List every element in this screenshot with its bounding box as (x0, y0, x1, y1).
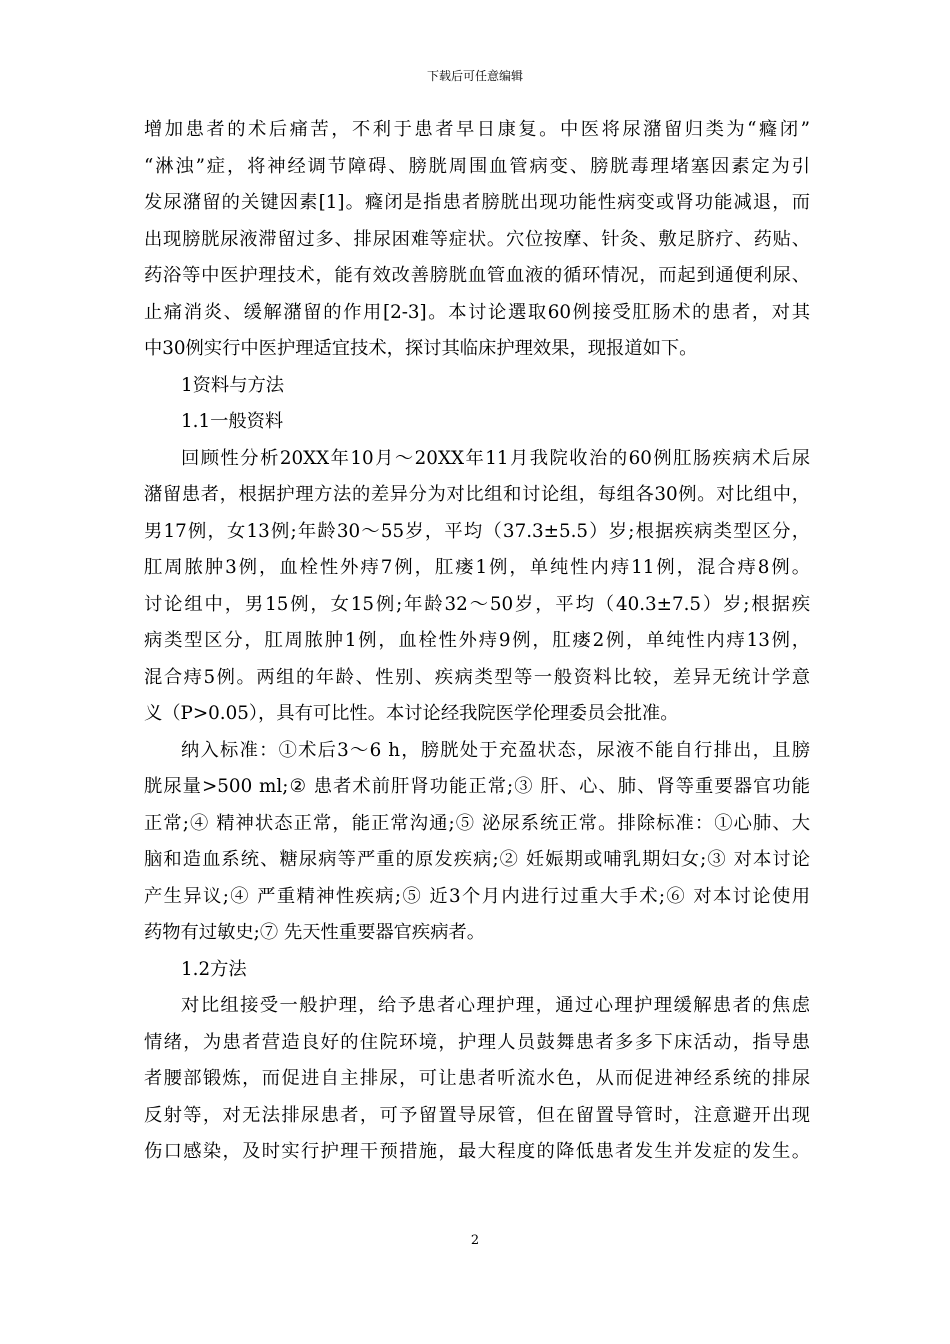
body-line: 讨论组中，男15例，女15例;年龄32～50岁，平均（40.3±7.5）岁;根据疾 (144, 593, 810, 615)
body-line: “淋浊”症，将神经调节障碍、膀胱周围血管病变、膀胱毒理堵塞因素定为引 (144, 155, 810, 177)
section-heading-1-2: 1.2方法 (181, 958, 247, 980)
body-line: 脑和造血系统、糖尿病等严重的原发疾病;② 妊娠期或哺乳期妇女;③ 对本讨论 (144, 849, 810, 870)
body-line: 回顾性分析20XX年10月～20XX年11月我院收治的60例肛肠疾病术后尿 (181, 447, 810, 469)
body-line: 止痛消炎、缓解潴留的作用[2-3]。本讨论選取60例接受肛肠术的患者，对其 (144, 301, 810, 323)
body-line: 胱尿量>500 ml;② 患者术前肝肾功能正常;③ 肝、心、肺、肾等重要器官功能 (144, 776, 810, 797)
page-number: 2 (470, 1233, 480, 1248)
body-line: 出现膀胱尿液滞留过多、排尿困难等症状。穴位按摩、针灸、敷足脐疗、药贴、 (144, 228, 810, 250)
body-line: 男17例，女13例;年龄30～55岁，平均（37.3±5.5）岁;根据疾病类型区分， (144, 520, 810, 542)
body-line: 混合痔5例。两组的年龄、性别、疾病类型等一般资料比较，差异无统计学意 (144, 666, 810, 688)
document-body (144, 112, 810, 1171)
body-line: 肛周脓肿3例，血栓性外痔7例，肛瘘1例，单纯性内痔11例，混合痔8例。 (144, 557, 810, 578)
body-line: 义（P>0.05），具有可比性。本讨论经我院医学伦理委员会批准。 (144, 703, 679, 724)
body-line: 发尿潴留的关键因素[1]。癃闭是指患者膀胱出现功能性病变或肾功能减退，而 (144, 192, 810, 213)
body-line: 药物有过敏史;⑦ 先天性重要器官疾病者。 (144, 922, 486, 943)
body-line: 情绪，为患者营造良好的住院环境，护理人员鼓舞患者多多下床活动，指导患 (144, 1031, 810, 1053)
body-line: 增加患者的术后痛苦，不利于患者早日康复。中医将尿潴留归类为“癃闭” (144, 119, 810, 140)
body-line: 产生异议;④ 严重精神性疾病;⑤ 近3个月内进行过重大手术;⑥ 对本讨论使用 (144, 885, 810, 907)
body-line: 正常;④ 精神状态正常，能正常沟通;⑤ 泌尿系统正常。排除标准：①心肺、大 (144, 812, 810, 834)
section-heading-1-1: 1.1一般资料 (181, 411, 284, 432)
section-heading-1: 1资料与方法 (181, 374, 285, 396)
body-line: 者腰部锻炼，而促进自主排尿，可让患者听流水色，从而促进神经系统的排尿 (144, 1068, 810, 1089)
body-line: 伤口感染，及时实行护理干预措施，最大程度的降低患者发生并发症的发生。 (144, 1141, 810, 1162)
body-line: 反射等，对无法排尿患者，可予留置导尿管，但在留置导管时，注意避开出现 (144, 1104, 810, 1126)
page-header: 下载后可任意编辑 (426, 69, 523, 83)
body-line: 纳入标准：①术后3～6 h，膀胱处于充盈状态，尿液不能自行排出，且膀 (181, 739, 810, 761)
body-line: 病类型区分，肛周脓肿1例，血栓性外痔9例，肛瘘2例，单纯性内痔13例， (144, 630, 810, 651)
body-line: 中30例实行中医护理适宜技术，探讨其临床护理效果，现报道如下。 (144, 338, 698, 359)
body-line: 潴留患者，根据护理方法的差异分为对比组和讨论组，每组各30例。对比组中， (144, 484, 810, 505)
body-line: 药浴等中医护理技术，能有效改善膀胱血管血液的循环情况，而起到通便利尿、 (144, 265, 810, 286)
body-line: 对比组接受一般护理，给予患者心理护理，通过心理护理缓解患者的焦虑 (181, 995, 810, 1016)
